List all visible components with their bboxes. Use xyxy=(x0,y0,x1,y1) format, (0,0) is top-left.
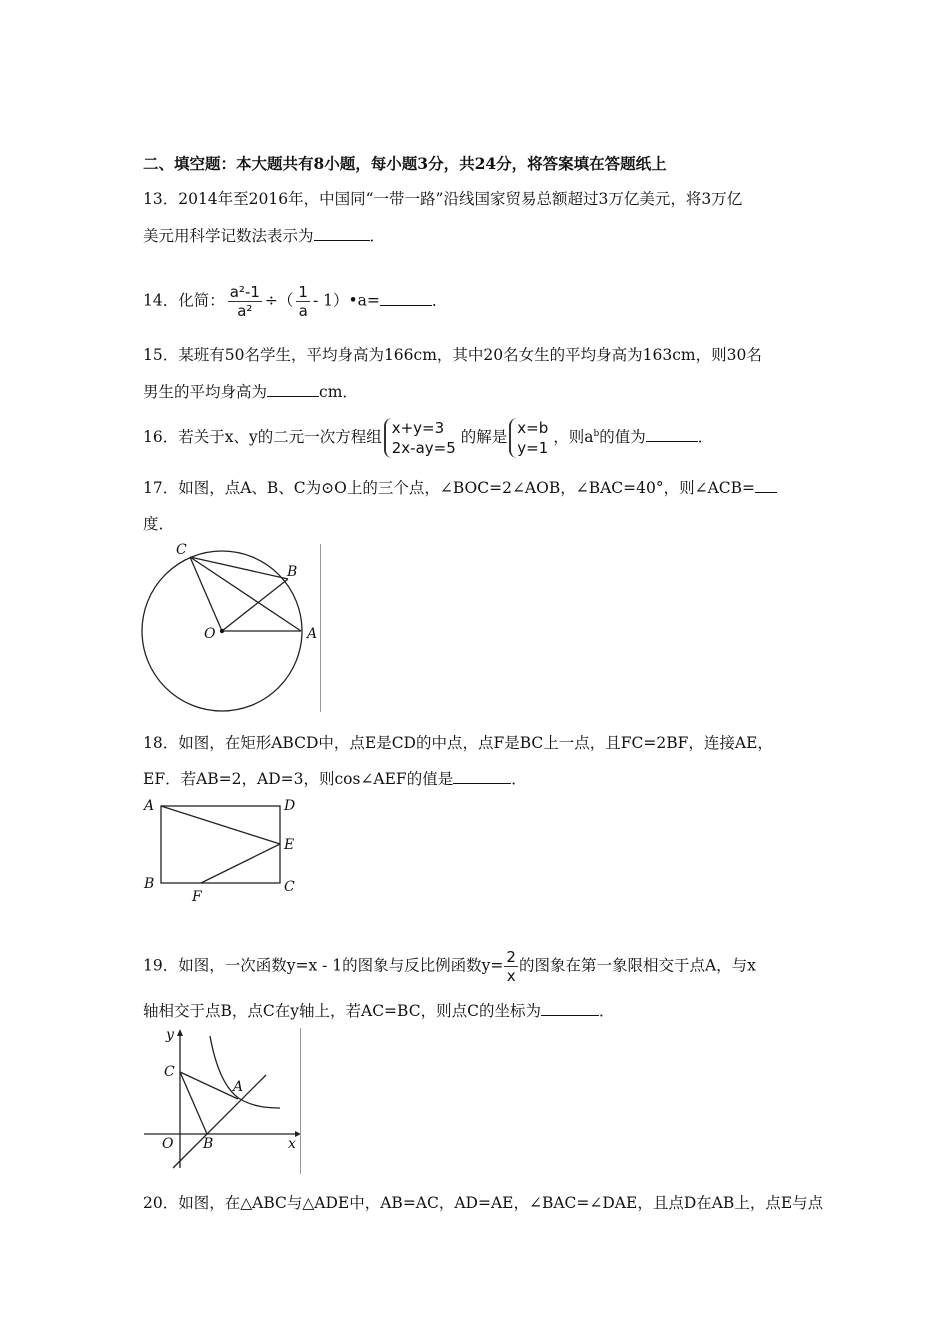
q17-center-dot xyxy=(220,629,224,633)
q17-label-C: C xyxy=(176,542,187,558)
q19-y-arrow-icon xyxy=(177,1029,183,1036)
q14-frac1-den: a² xyxy=(237,302,253,320)
q19-segment-CA xyxy=(180,1072,238,1099)
q19-label-O: O xyxy=(162,1136,174,1152)
q19-segment-CB xyxy=(180,1072,207,1134)
q17-segment-OB xyxy=(222,579,288,631)
q17-text: 17．如图，点A、B、C为⊙O上的三个点，∠BOC=2∠AOB，∠BAC=40°，则∠ACB= xyxy=(143,479,756,497)
q14-fraction-2 xyxy=(296,283,310,320)
q19-figure-divider xyxy=(300,1028,301,1174)
q18-answer-blank xyxy=(453,769,511,784)
q14-div: ÷（ xyxy=(264,291,294,310)
q14-line xyxy=(143,283,447,320)
q18-rectangle xyxy=(161,806,280,883)
q20-line1: 20．如图，在△ABC与△ADE中，AB=AC，AD=AE，∠BAC=∠DAE，且点D在AB上，点E与点 xyxy=(143,1194,824,1212)
q17-label-A: A xyxy=(307,626,318,642)
q16-equation-system xyxy=(384,418,459,458)
q18-label-E: E xyxy=(284,837,295,853)
q16-mid: 的解是 xyxy=(460,428,508,446)
q19-suffix: 的图象在第一象限相交于点A，与x xyxy=(518,956,756,975)
q19-label-y: y xyxy=(166,1027,174,1043)
q16-eq1: x+y=3 xyxy=(391,419,445,437)
q18-line2 xyxy=(143,768,527,790)
q16-answer-blank xyxy=(646,427,698,442)
q14-end: ． xyxy=(431,291,448,310)
q17-label-B: B xyxy=(287,564,298,580)
q18-line1: 18．如图，在矩形ABCD中，点E是CD的中点，点F是BC上一点，且FC=2BF，连接AE， xyxy=(143,734,773,752)
q18-label-F: F xyxy=(192,889,202,905)
q19-fraction xyxy=(504,948,518,985)
q19-hyperbola xyxy=(210,1036,280,1108)
q15-answer-blank xyxy=(267,382,319,397)
q14-frac1-num: a²-1 xyxy=(229,283,260,301)
q18-end: ． xyxy=(511,770,527,788)
q18-label-D: D xyxy=(284,798,296,814)
q19-line2 xyxy=(143,1000,614,1022)
q14-frac2-num: 1 xyxy=(298,283,308,301)
q13-text: 美元用科学记数法表示为 xyxy=(143,227,314,245)
q18-label-C: C xyxy=(284,879,295,895)
q14-after: - 1）•a= xyxy=(312,291,380,310)
q16-eq2: 2x-ay=5 xyxy=(391,439,456,457)
q19-graph-figure xyxy=(140,1024,305,1174)
section-title: 二、填空题：本大题共有8小题，每小题3分，共24分，将答案填在答题纸上 xyxy=(143,154,667,173)
q17-line1 xyxy=(143,477,777,499)
q13-line2 xyxy=(143,225,385,247)
q19-end: ． xyxy=(598,1002,615,1020)
q15-text: 男生的平均身高为 xyxy=(143,383,268,401)
q14-frac2-den: a xyxy=(298,302,308,320)
q18-text: EF．若AB=2，AD=3，则cos∠AEF的值是 xyxy=(143,770,454,788)
q17-figure-divider xyxy=(320,544,321,712)
q15-line1: 15．某班有50名学生，平均身高为166cm，其中20名女生的平均身高为163cm，则30名 xyxy=(143,346,762,364)
q14-fraction-1 xyxy=(228,283,262,320)
q19-frac-den: x xyxy=(506,967,516,985)
q18-label-B: B xyxy=(144,876,155,892)
q16-tail: 的值为 xyxy=(599,428,646,446)
q19-label-B: B xyxy=(203,1136,214,1152)
q18-label-A: A xyxy=(144,798,155,814)
q19-label-C: C xyxy=(164,1064,175,1080)
q16-sup: b xyxy=(593,428,600,439)
q17-line2: 度． xyxy=(143,515,175,533)
q16-end: ． xyxy=(697,428,714,446)
q14-answer-blank xyxy=(380,291,432,306)
q16-sol1: x=b xyxy=(517,419,549,437)
q19-frac-num: 2 xyxy=(506,948,516,966)
q16-prefix: 16．若关于x、y的二元一次方程组 xyxy=(143,428,382,446)
q19-label-x: x xyxy=(288,1136,296,1152)
q16-after: ，则a xyxy=(553,428,594,446)
q15-line2 xyxy=(143,381,358,403)
q19-prefix: 19．如图，一次函数y=x - 1的图象与反比例函数y= xyxy=(143,956,504,975)
q16-solution-system xyxy=(509,418,551,458)
q19-label-A: A xyxy=(233,1079,244,1095)
q17-answer-blank xyxy=(755,478,777,493)
q17-label-O: O xyxy=(204,626,216,642)
q13-answer-blank xyxy=(314,226,370,241)
q16-sol2: y=1 xyxy=(517,439,549,457)
q19-line1 xyxy=(143,948,756,985)
q18-rectangle-figure xyxy=(140,795,310,910)
q17-circle-figure xyxy=(140,540,325,715)
q13-line1: 13．2014年至2016年，中国同“一带一路”沿线国家贸易总额超过3万亿美元，将3万亿 xyxy=(143,190,743,208)
q15-end: cm． xyxy=(319,383,358,401)
q14-prefix: 14．化简： xyxy=(143,291,225,310)
q18-segment-AE xyxy=(161,806,280,844)
q13-end: ． xyxy=(369,227,386,245)
q18-segment-EF xyxy=(201,844,280,883)
q17-segment-CB xyxy=(190,557,288,579)
q19-answer-blank xyxy=(541,1001,599,1016)
q19-text: 轴相交于点B，点C在y轴上，若AC=BC，则点C的坐标为 xyxy=(143,1002,541,1020)
q16-line xyxy=(143,418,713,458)
